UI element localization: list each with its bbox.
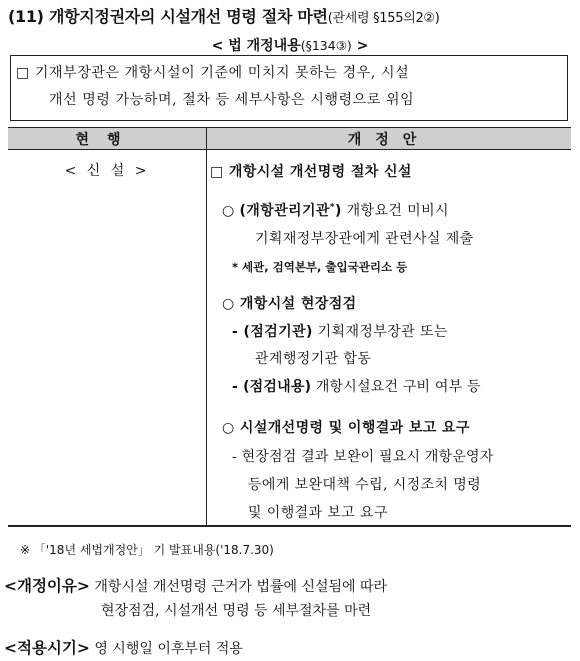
amend-item-1-line-2: 기획재정부장관에게 관련사실 제출: [255, 231, 474, 247]
item1-text: 개항요건 미비시: [341, 203, 449, 219]
footnote: ※ 「'18년 세법개정안」 기 발표내용('18.7.30): [20, 543, 274, 557]
amend-item-2-title: ○ 개항시설 현장점검: [222, 296, 357, 312]
reason-line-1: [4, 574, 387, 596]
amend-item-3-title: ○ 시설개선명령 및 이행결과 보고 요구: [222, 420, 470, 436]
amend-item-3-line-2: 등에게 보완대책 수립, 시정조치 명령: [248, 477, 482, 493]
amend-item-3-line-1: - 현장점검 결과 보완이 필요시 개항운영자: [232, 449, 494, 465]
item1-label: (개항관리기관*): [239, 202, 342, 219]
law-amendment-heading: [0, 35, 580, 55]
header-current: 현행: [75, 132, 139, 148]
effective-label: <적용시기>: [4, 639, 90, 657]
amend-item-1: [222, 200, 449, 220]
amend-item-2-sub-2: - (점검내용) 개항시설요건 구비 여부 등: [232, 379, 481, 395]
section-title-text: (11) 개항지정권자의 시설개선 명령 절차 마련: [8, 7, 328, 26]
law-heading-ref: (§134③): [300, 38, 352, 53]
bullet-circle: ○: [222, 203, 235, 219]
current-cell-new: < 신 설 >: [64, 163, 150, 179]
amend-item-1-note: * 세관, 검역본부, 출입국관리소 등: [232, 260, 408, 274]
effective-text: 영 시행일 이후부터 적용: [89, 641, 243, 657]
amend-title: □ 개항시설 개선명령 절차 신설: [210, 164, 412, 180]
amend-item-2-sub-1: - (점검기관) 기획재정부장관 또는: [232, 324, 448, 340]
header-amendment: 개정안: [347, 132, 431, 148]
section-title: [8, 4, 440, 27]
amend-item-3-line-3: 및 이행결과 보고 요구: [248, 505, 388, 521]
law-amendment-line-1: □ 기재부장관은 개항시설이 기준에 미치지 못하는 경우, 시설: [16, 65, 410, 81]
reason-label: <개정이유>: [4, 577, 90, 595]
law-amendment-line-2: 개선 명령 가능하며, 절차 등 세부사항은 시행령으로 위임: [49, 92, 415, 108]
law-heading-text: < 법 개정내용: [211, 38, 301, 54]
reason-text-1: 개항시설 개선명령 근거가 법률에 신설됨에 따라: [89, 579, 388, 595]
law-heading-close: >: [351, 38, 369, 54]
amend-item-2-sub-1-line-2: 관계행정기관 합동: [255, 351, 372, 367]
table-column-divider: [206, 127, 207, 527]
reason-line-2: 현장점검, 시설개선 명령 등 세부절차를 마련: [101, 603, 372, 619]
effective-date: [4, 636, 243, 658]
section-title-ref: (관세령 §155의2②): [327, 11, 440, 26]
